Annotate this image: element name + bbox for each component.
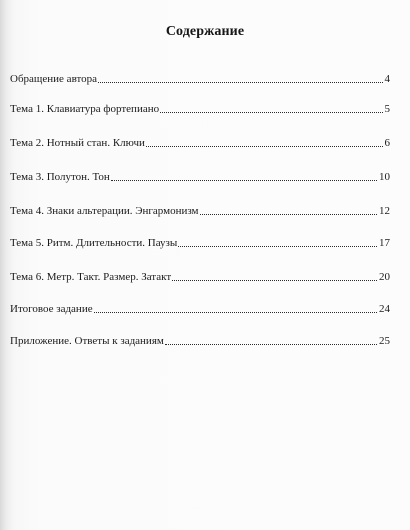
dot-leader (111, 180, 377, 181)
toc-entry-title: Тема 1. Клавиатура фортепиано (10, 103, 160, 115)
toc-entry (10, 202, 390, 218)
toc-entry (10, 168, 390, 184)
toc-entry-title: Тема 4. Знаки альтерации. Энгармонизм (10, 205, 199, 217)
toc-entry-page-number: 4 (384, 73, 390, 85)
dot-leader (178, 246, 377, 247)
toc-entry (10, 100, 390, 116)
dot-leader (160, 112, 382, 113)
page-title: Содержание (165, 24, 245, 39)
toc-entry-title: Обращение автора (10, 73, 98, 85)
toc-entry-title: Тема 2. Нотный стан. Ключи (10, 137, 145, 149)
dot-leader (200, 214, 377, 215)
toc-entry-page-number: 24 (379, 303, 390, 315)
toc-entry-title: Тема 6. Метр. Такт. Размер. Затакт (10, 271, 172, 283)
dot-leader (165, 344, 377, 345)
toc-entry-title: Тема 3. Полутон. Тон (10, 171, 110, 183)
toc-entry (10, 332, 390, 348)
toc-entry (10, 70, 390, 86)
dot-leader (94, 312, 377, 313)
dot-leader (172, 280, 377, 281)
dot-leader (146, 146, 383, 147)
toc-entry-page-number: 10 (379, 171, 390, 183)
toc-entry-page-number: 25 (379, 335, 390, 347)
toc-entry (10, 300, 390, 316)
toc-entry-title: Тема 5. Ритм. Длительности. Паузы (10, 237, 178, 249)
toc-entry (10, 234, 390, 250)
toc-entry-title: Приложение. Ответы к заданиям (10, 335, 164, 347)
toc-entry-page-number: 17 (379, 237, 390, 249)
toc-entry (10, 134, 390, 150)
toc-entry (10, 268, 390, 284)
toc-entry-page-number: 5 (384, 103, 390, 115)
toc-entry-page-number: 20 (379, 271, 390, 283)
dot-leader (98, 82, 382, 83)
toc-entry-page-number: 6 (384, 137, 390, 149)
toc-entry-page-number: 12 (379, 205, 390, 217)
toc-entry-title: Итоговое задание (10, 303, 93, 315)
